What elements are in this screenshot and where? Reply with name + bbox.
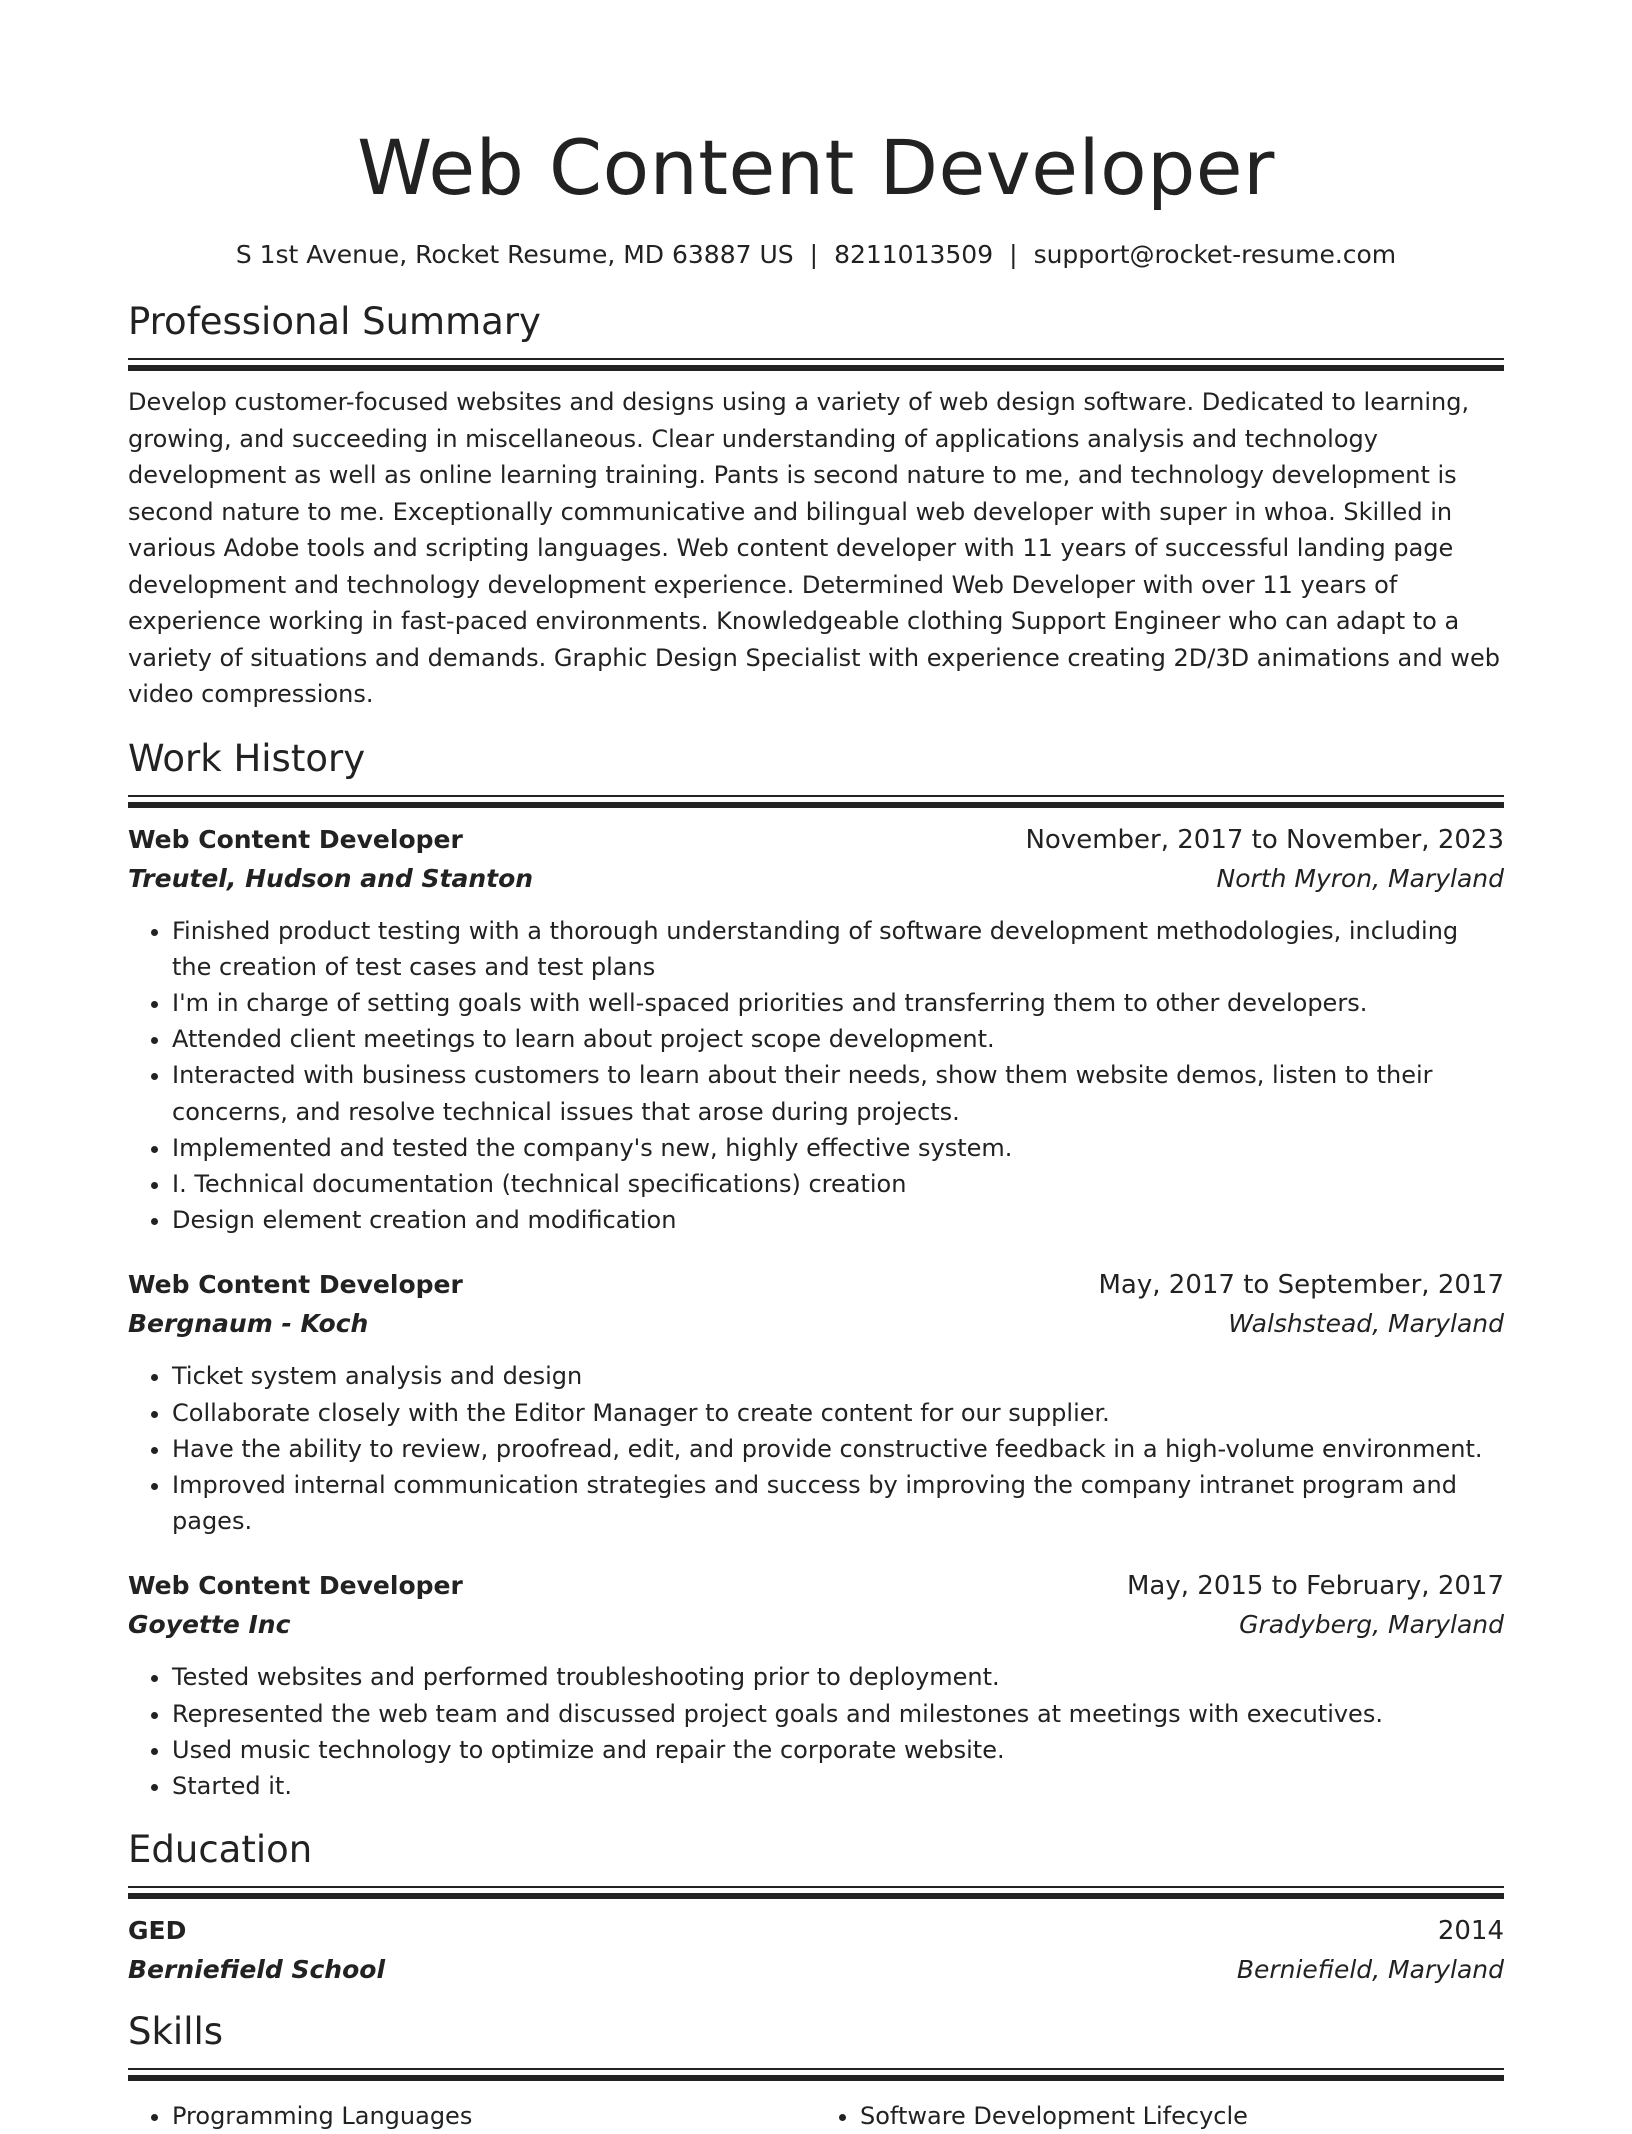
job-dates: November, 2017 to November, 2023 (1025, 824, 1504, 855)
job-title: Web Content Developer (128, 1270, 463, 1300)
job-entry (128, 821, 1504, 1239)
job-company: Bergnaum - Koch (128, 1309, 369, 1339)
job-bullet: • Implemented and tested the company's new, highly effective system. (172, 1130, 1504, 1166)
job-bullet: • Attended client meetings to learn about project scope development. (172, 1021, 1504, 1057)
section-divider (128, 2068, 1504, 2080)
job-bullets (128, 1659, 1504, 1804)
job-bullet: • Ticket system analysis and design (172, 1358, 1504, 1394)
resume-name: Web Content Developer (357, 123, 1275, 212)
job-company: Goyette Inc (128, 1610, 291, 1640)
contact-line (128, 238, 1504, 272)
contact-address: S 1st Avenue, Rocket Resume, MD 63887 US (235, 240, 794, 269)
summary-text: Develop customer-focused websites and designs using a variety of web design software. Dedicated to learning, growing, and succeeding in miscellaneous. Clear understanding of applications analysis and technology development as well as online learning training. Pants is second nature to me, and technology development is second nature to me. Exceptionally communicative and bilingual web developer with super in whoa. Skilled in various Adobe tools and scripting languages. Web content developer with 11 years of successful landing page development and technology development experience. Determined Web Developer with over 11 years of experience working in fast-paced environments. Knowledgeable clothing Support Engineer who can adapt to a variety of situations and demands. Graphic Design Specialist with experience creating 2D/3D animations and web video compressions. (128, 388, 1500, 708)
contact-phone: 8211013509 (834, 240, 994, 269)
skills-list-right (816, 2098, 1504, 2134)
job-entry (128, 1567, 1504, 1804)
education-degree: GED (128, 1916, 187, 1946)
job-bullet: • Design element creation and modification (172, 1202, 1504, 1238)
section-title-work-history: Work History (128, 736, 366, 780)
education-section (128, 1826, 1504, 1990)
skill-item: • Software Development Lifecycle (860, 2098, 1504, 2134)
contact-separator: | (809, 240, 819, 269)
job-dates: May, 2017 to September, 2017 (1098, 1270, 1504, 1301)
job-bullet: • Have the ability to review, proofread, edit, and provide constructive feedback in a high-volume environment. (172, 1431, 1504, 1467)
job-location: Walshstead, Maryland (1228, 1309, 1504, 1339)
job-bullet: • Improved internal communication strategies and success by improving the company intranet program and pages. (172, 1467, 1504, 1539)
job-entry (128, 1266, 1504, 1539)
job-bullet: • I'm in charge of setting goals with well-spaced priorities and transferring them to other developers. (172, 985, 1504, 1021)
skill-item: • Programming Languages (172, 2098, 816, 2134)
education-year: 2014 (1437, 1916, 1504, 1947)
job-company: Treutel, Hudson and Stanton (128, 863, 534, 893)
job-location: Gradyberg, Maryland (1239, 1610, 1504, 1640)
skills-columns (128, 2098, 1504, 2134)
job-title: Web Content Developer (128, 824, 463, 854)
job-bullet: • Tested websites and performed troubleshooting prior to deployment. (172, 1659, 1504, 1695)
job-bullets (128, 1358, 1504, 1539)
summary-section (128, 298, 1504, 713)
education-location: Berniefield, Maryland (1236, 1955, 1504, 1985)
job-bullet: • Collaborate closely with the Editor Manager to create content for our supplier. (172, 1395, 1504, 1431)
job-bullet: • Started it. (172, 1768, 1504, 1804)
job-title: Web Content Developer (128, 1571, 463, 1601)
job-bullet: • Used music technology to optimize and repair the corporate website. (172, 1732, 1504, 1768)
work-history-section (128, 735, 1504, 1805)
job-dates: May, 2015 to February, 2017 (1127, 1571, 1504, 1602)
job-bullet: • Interacted with business customers to learn about their needs, show them website demos, listen to their concerns, and resolve technical issues that arose during projects. (172, 1057, 1504, 1129)
section-divider (128, 795, 1504, 807)
section-divider (128, 358, 1504, 370)
job-bullet: • Represented the web team and discussed project goals and milestones at meetings with executives. (172, 1696, 1504, 1732)
section-divider (128, 1886, 1504, 1898)
section-title-summary: Professional Summary (128, 300, 541, 343)
contact-separator: | (1009, 240, 1018, 269)
job-location: North Myron, Maryland (1216, 863, 1504, 893)
skills-section (128, 2008, 1504, 2134)
job-bullet: • I. Technical documentation (technical specifications) creation (172, 1166, 1504, 1202)
job-bullets (128, 913, 1504, 1239)
education-school: Berniefield School (128, 1955, 386, 1985)
skills-list-left (128, 2098, 816, 2134)
education-entry (128, 1912, 1504, 1990)
contact-email: support@rocket-resume.com (1033, 240, 1397, 269)
job-bullet: • Finished product testing with a thorough understanding of software development methodologies, including the creation of test cases and test plans (172, 913, 1504, 985)
section-title-skills: Skills (128, 2010, 224, 2054)
section-title-education: Education (128, 1828, 313, 1872)
